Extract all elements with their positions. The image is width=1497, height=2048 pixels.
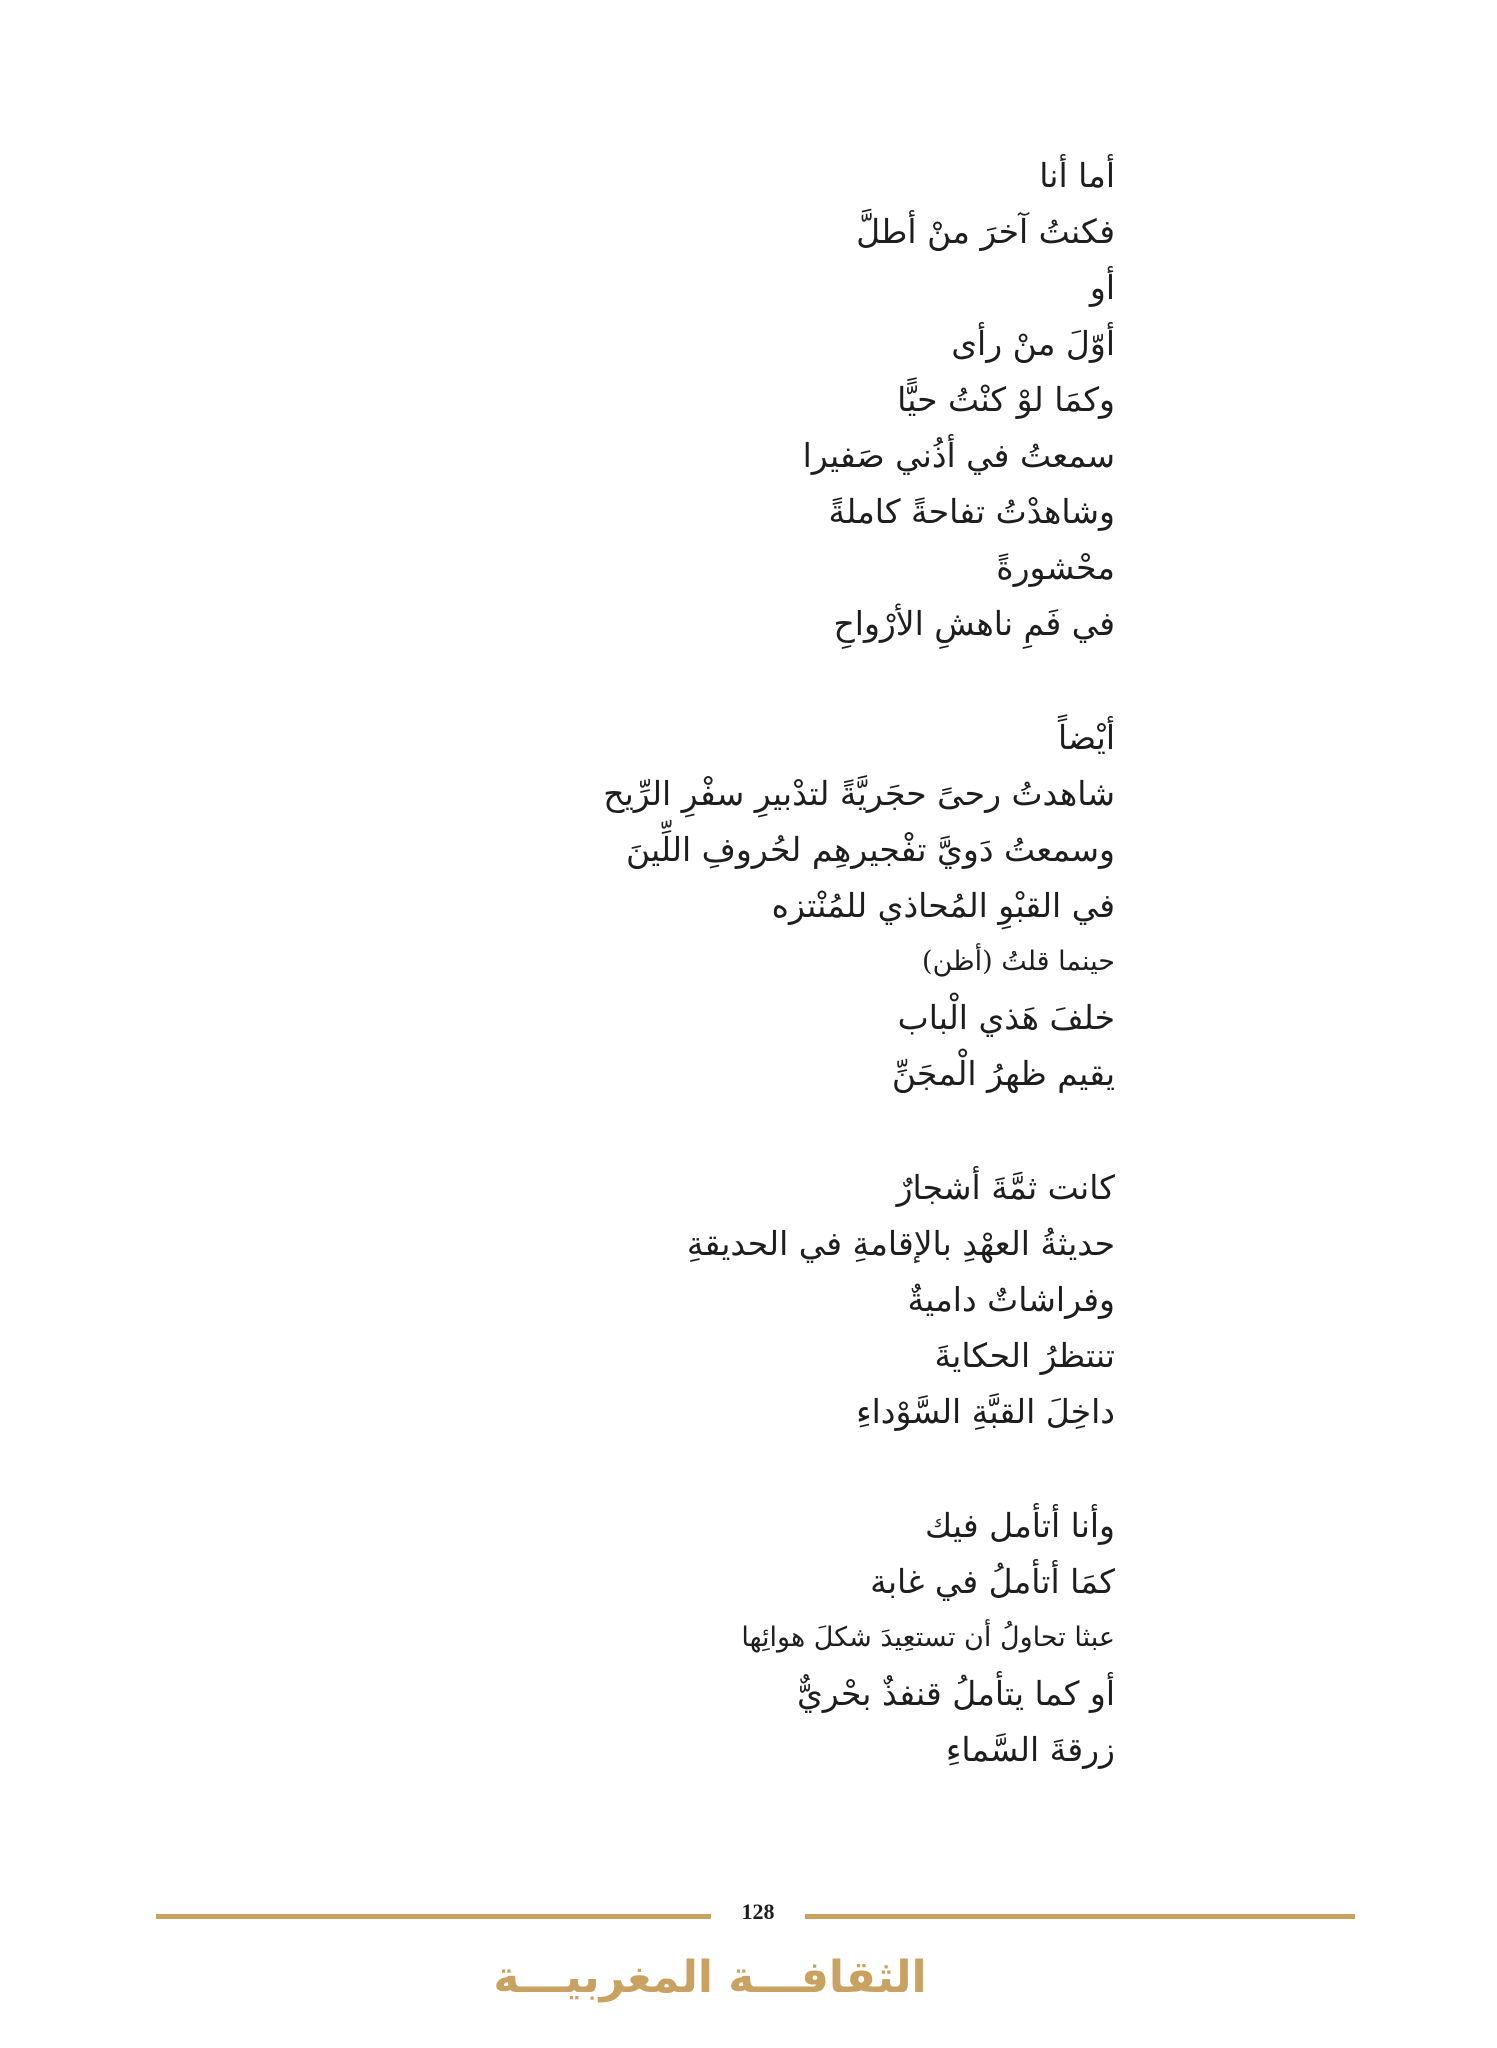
poem-line: أيْضاً — [1057, 718, 1115, 757]
poem-line: أوّلَ منْ رأى — [951, 324, 1115, 363]
poem-line: داخِلَ القبَّةِ السَّوْداءِ — [856, 1392, 1115, 1431]
poem-line: أو كما يتأملُ قنفذٌ بحْريٌّ — [796, 1674, 1115, 1713]
stanza-1 — [215, 148, 1115, 652]
poem-line: زرقةَ السَّماءِ — [945, 1730, 1115, 1769]
footer-rule-right — [805, 1914, 1355, 1919]
page-number: 128 — [741, 1899, 775, 1924]
poem-line: يقيم ظهرُ الْمجَنِّ — [891, 1054, 1115, 1093]
poem-line: وسمعتُ دَويَّ تفْجيرهِم لحُروفِ اللِّينَ — [625, 830, 1115, 869]
poem-line: في فَمِ ناهشِ الأرْواحِ — [833, 604, 1115, 643]
poem-line: أما أنا — [1039, 156, 1115, 195]
poem-body — [215, 148, 1115, 1836]
poem-line: خلفَ هَذي الْباب — [897, 998, 1115, 1037]
journal-title: الثقافـــة المغربيـــة — [493, 1952, 927, 2003]
poem-line: سمعتُ في أذُني صَفيرا — [802, 436, 1115, 475]
poem-line: وشاهدْتُ تفاحةً كاملةً — [828, 492, 1115, 531]
footer-rule-left — [156, 1914, 711, 1919]
poem-line: وأنا أتأمل فيك — [925, 1506, 1115, 1545]
poem-line: حديثةُ العهْدِ بالإقامةِ في الحديقةِ — [686, 1224, 1115, 1263]
page-footer — [0, 1892, 1497, 2032]
stanza-3 — [215, 1160, 1115, 1440]
poem-line: شاهدتُ رحىً حجَريَّةً لتدْبيرِ سفْرِ الرِّيح — [603, 774, 1115, 813]
poem-line: تنتظرُ الحكايةَ — [934, 1336, 1115, 1375]
poem-line: أو — [1089, 268, 1115, 307]
stanza-2 — [215, 710, 1115, 1102]
poem-line: في القبْوِ المُحاذي للمُنْتزه — [771, 886, 1115, 925]
poem-line: وكمَا لوْ كنْتُ حيًّا — [897, 380, 1115, 419]
poem-line: حينما قلتُ (أظن) — [922, 946, 1115, 977]
poem-line: عبثا تحاولُ أن تستعِيدَ شكلَ هوائِها — [741, 1622, 1115, 1653]
poem-line: وفراشاتٌ داميةٌ — [907, 1280, 1115, 1319]
poem-line: فكنتُ آخرَ منْ أطلَّ — [856, 212, 1115, 251]
poem-line: كانت ثمَّةَ أشجارٌ — [896, 1168, 1115, 1207]
poem-line: كمَا أتأملُ في غابة — [870, 1562, 1115, 1601]
stanza-4 — [215, 1498, 1115, 1778]
poem-line: محْشورةً — [996, 548, 1115, 587]
